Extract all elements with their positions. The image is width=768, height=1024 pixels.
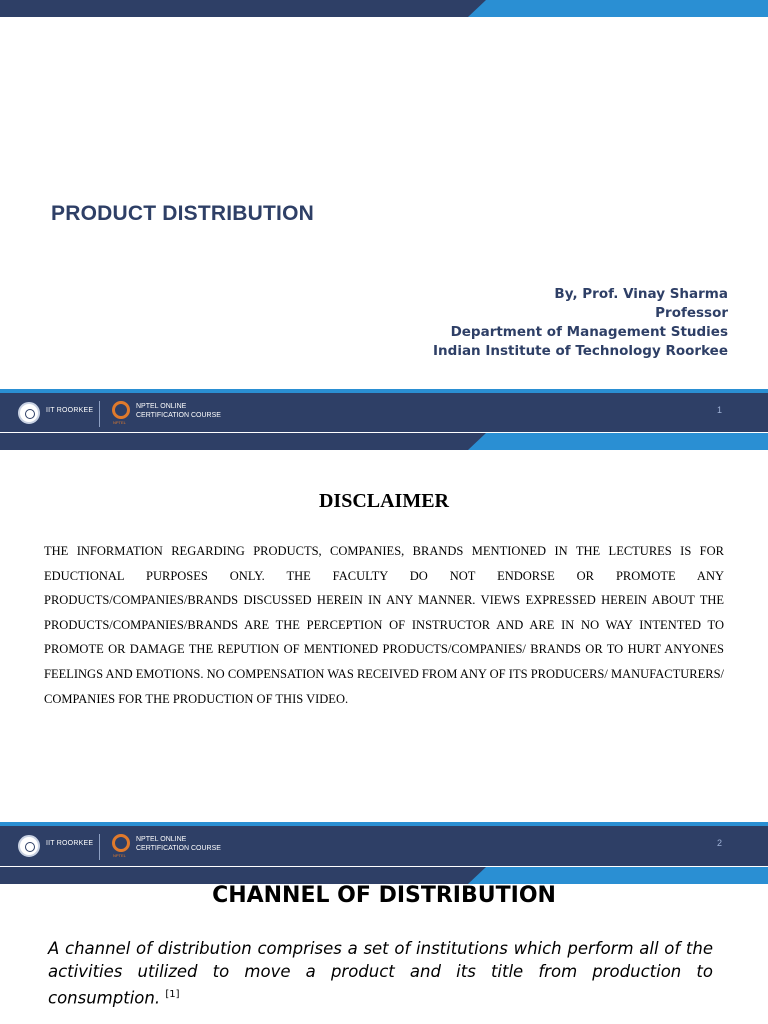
institute-label: IIT ROORKEE <box>46 407 94 414</box>
footer-divider <box>99 401 100 427</box>
channel-title: CHANNEL OF DISTRIBUTION <box>212 883 556 908</box>
nptel-line-1: NPTEL ONLINE <box>136 836 187 843</box>
citation-marker: [1] <box>165 989 180 1000</box>
iit-roorkee-logo-icon <box>18 835 40 857</box>
nptel-label <box>136 835 221 853</box>
top-bar-accent <box>468 867 768 884</box>
page-number: 1 <box>717 405 723 415</box>
slide-title: PRODUCT DISTRIBUTION <box>51 202 314 225</box>
slide-3 <box>0 867 768 1024</box>
slide-top-bar <box>0 0 768 17</box>
nptel-logo-text: NPTEL <box>113 420 126 425</box>
top-bar-accent <box>468 433 768 450</box>
author-institute: Indian Institute of Technology Roorkee <box>433 343 728 359</box>
slide-footer <box>0 822 768 866</box>
disclaimer-body: THE INFORMATION REGARDING PRODUCTS, COMPANIES, BRANDS MENTIONED IN THE LECTURES IS FOR EDUCTIONAL PURPOSES ONLY. THE FACULTY DO NOT ENDORSE OR PROMOTE ANY PRODUCTS/COMPANIES/BRANDS DISCUSSED HEREIN IN ANY MANNER. VIEWS EXPRESSED HEREIN ABOUT THE PRODUCTS/COMPANIES/BRANDS ARE THE PERCEPTION OF INSTRUCTOR AND ARE IN NO WAY INTENTED TO PROMOTE OR DAMAGE THE REPUTION OF MENTIONED PRODUCTS/COMPANIES/ BRANDS OR TO HURT ANYONES FEELINGS AND EMOTIONS. NO COMPENSATION WAS RECEIVED FROM ANY OF ITS PRODUCERS/ MANUFACTURERS/ COMPANIES FOR THE PRODUCTION OF THIS VIDEO. <box>44 544 724 706</box>
definition-text: A channel of distribution comprises a set of institutions which perform all of the activities utilized to move a product and its title from production to consumption. <box>48 939 713 1008</box>
author-name: By, Prof. Vinay Sharma <box>554 286 728 302</box>
institute-label: IIT ROORKEE <box>46 840 94 847</box>
nptel-line-2: CERTIFICATION COURSE <box>136 412 221 419</box>
iit-roorkee-logo-icon <box>18 402 40 424</box>
slide-2 <box>0 433 768 866</box>
slide-footer <box>0 389 768 432</box>
disclaimer-title: DISCLAIMER <box>318 490 450 512</box>
author-department: Department of Management Studies <box>450 324 728 340</box>
slide-1 <box>0 0 768 432</box>
top-bar-accent <box>468 0 768 17</box>
page-number: 2 <box>717 838 723 848</box>
author-role: Professor <box>655 305 728 321</box>
slide-top-bar <box>0 867 768 884</box>
nptel-line-1: NPTEL ONLINE <box>136 403 187 410</box>
author-byline <box>433 285 728 361</box>
nptel-logo-text: NPTEL <box>113 853 126 858</box>
channel-definition <box>48 937 713 1010</box>
nptel-logo-icon <box>112 401 130 419</box>
footer-divider <box>99 834 100 860</box>
nptel-line-2: CERTIFICATION COURSE <box>136 845 221 852</box>
nptel-logo-icon <box>112 834 130 852</box>
slide-top-bar <box>0 433 768 450</box>
nptel-label <box>136 402 221 420</box>
